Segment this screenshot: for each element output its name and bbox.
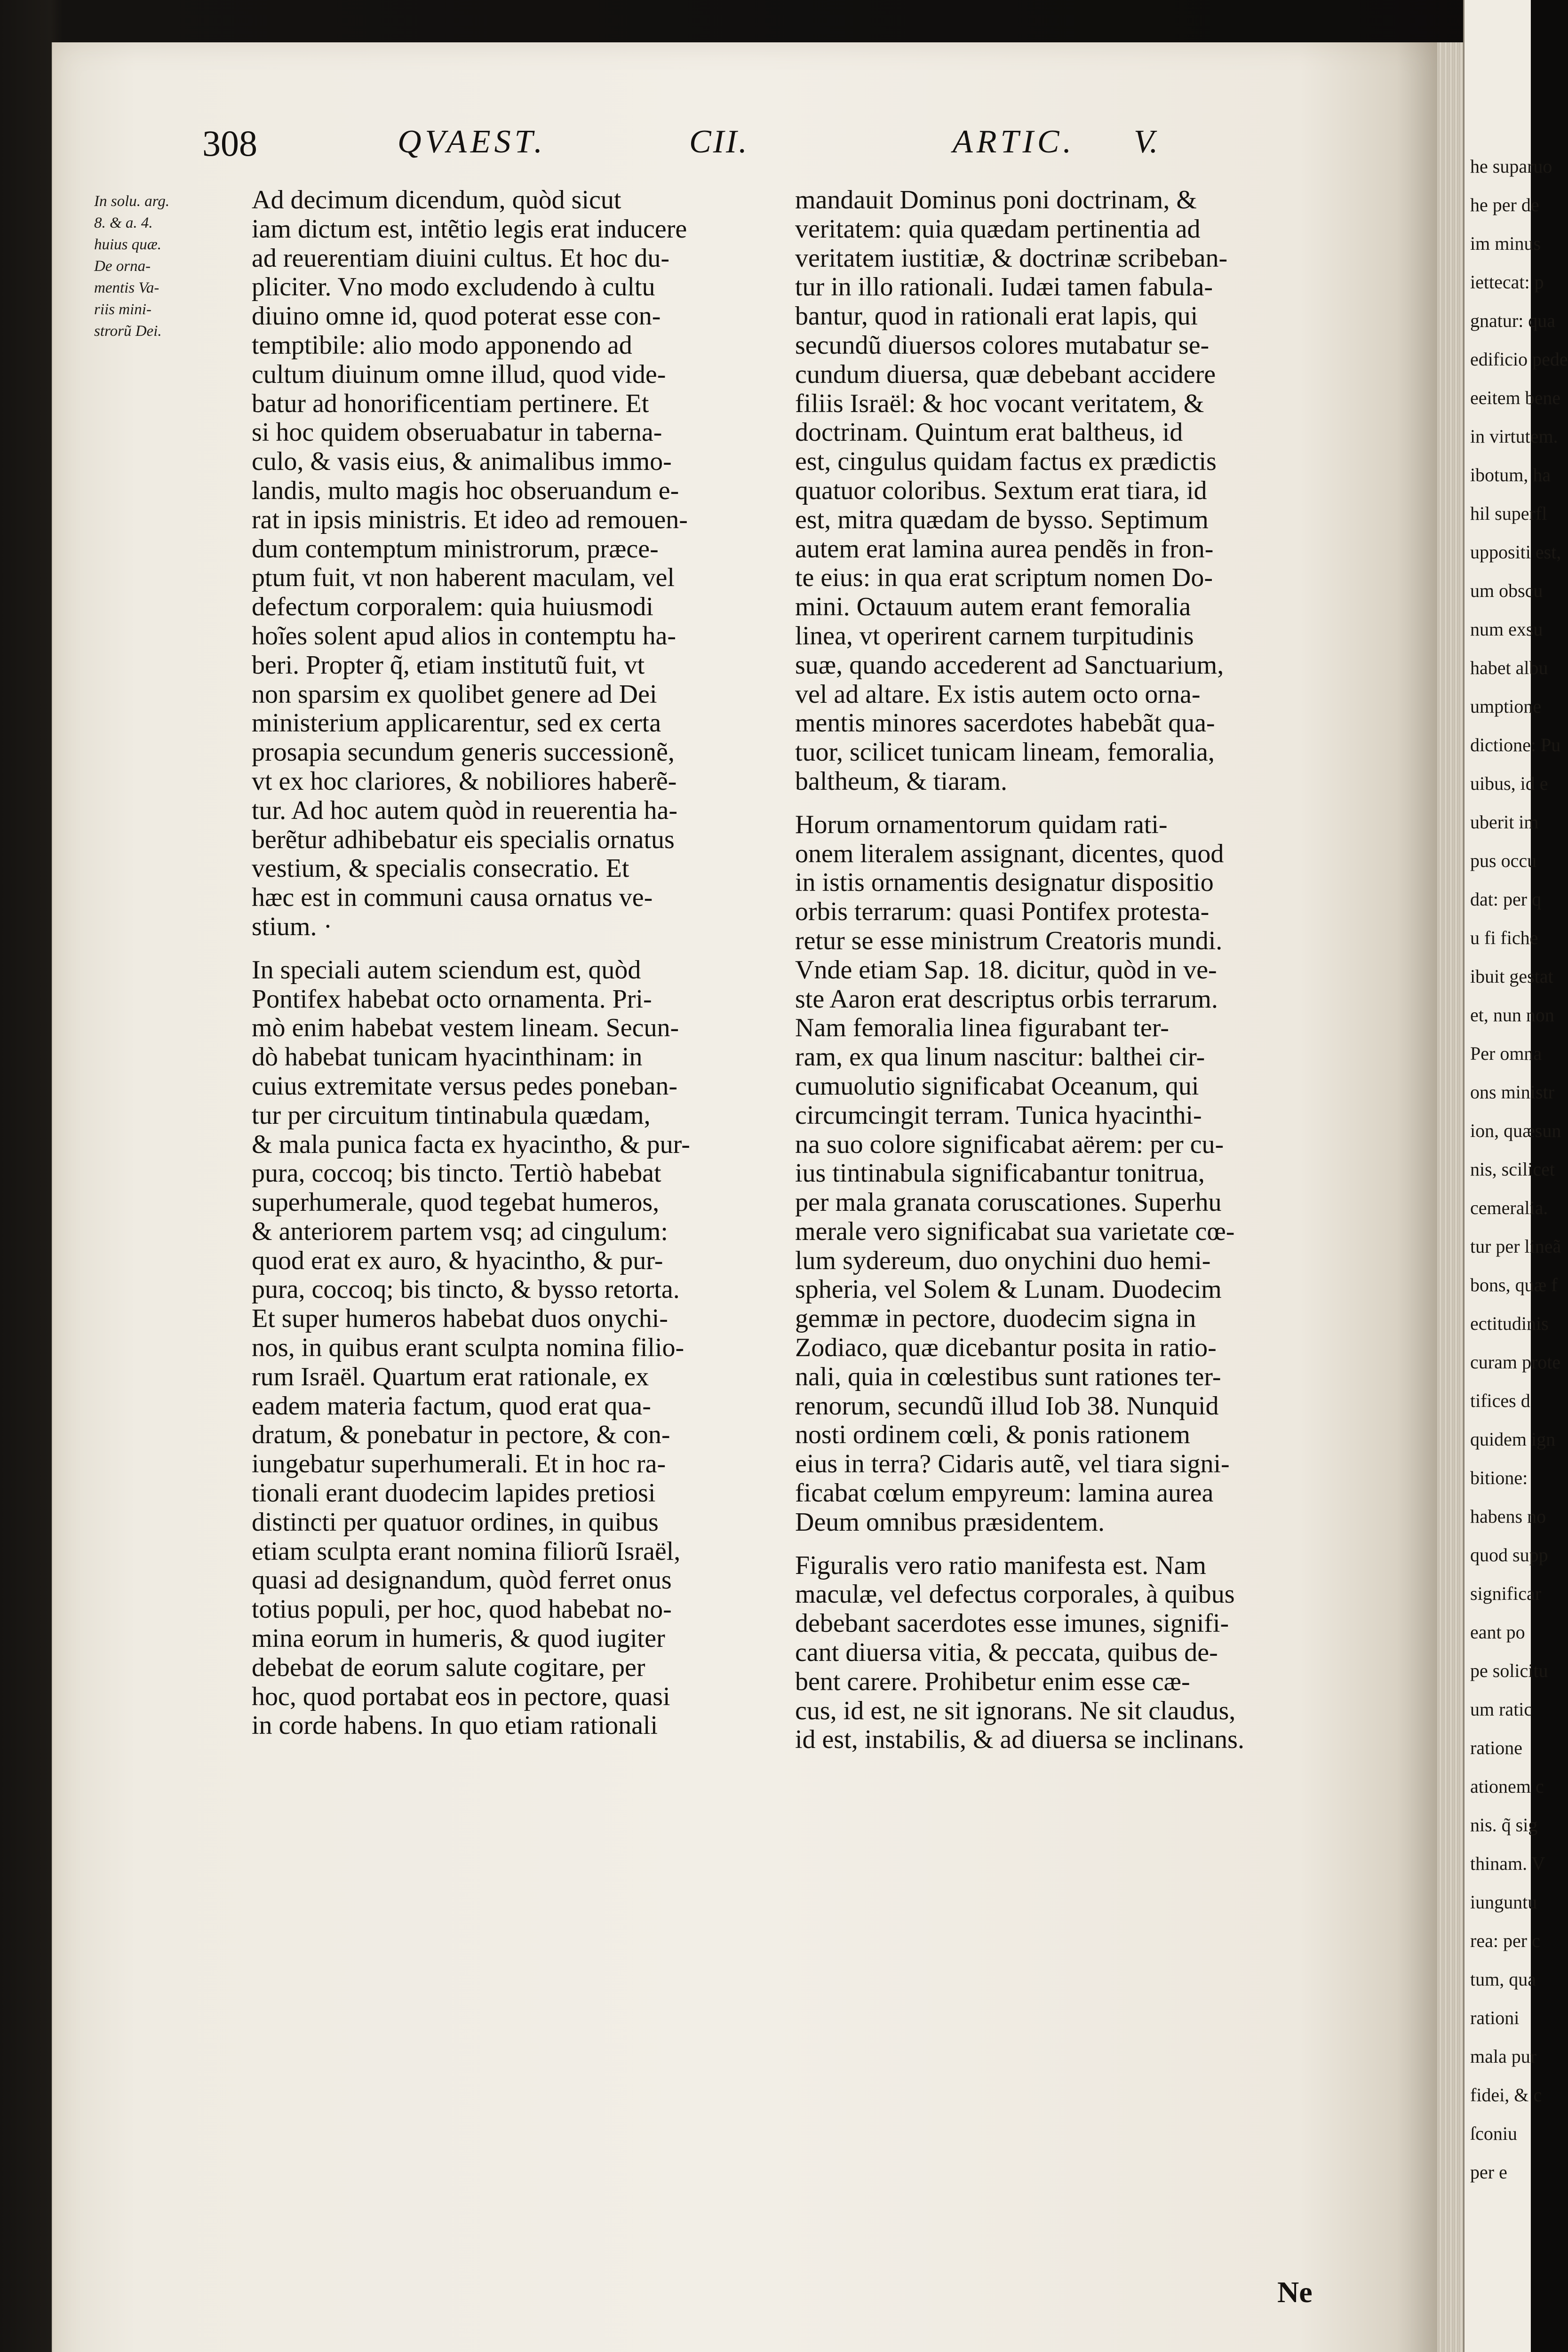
next-page-text-fragment: ibotum, ha — [1470, 464, 1551, 485]
text-line: rum Israël. Quartum erat rationale, ex — [252, 1362, 649, 1391]
text-line: cumuolutio significabat Oceanum, qui — [795, 1071, 1199, 1101]
text-line: non sparsim ex quolibet genere ad Dei — [252, 679, 657, 709]
next-page-text-fragment: dat: per q — [1470, 889, 1542, 910]
text-line: Figuralis vero ratio manifesta est. Nam — [795, 1550, 1206, 1580]
next-page-text-fragment: umptione — [1470, 696, 1542, 717]
article-label: ARTIC. — [953, 124, 1075, 160]
text-line: dò habebat tunicam hyacinthinam: in — [252, 1042, 643, 1072]
next-page-text-fragment: ons ministr — [1470, 1081, 1554, 1103]
text-line: etiam sculpta erant nomina filiorũ Israël, — [252, 1536, 681, 1566]
text-line: suæ, quando accederent ad Sanctuarium, — [795, 650, 1224, 680]
text-line: Deum omnibus præsidentem. — [795, 1507, 1105, 1537]
text-line: nos, in quibus erant sculpta nomina filio- — [252, 1333, 685, 1363]
next-page-text-fragment: bitione: — [1470, 1467, 1528, 1488]
next-page-text-fragment: iettecat: p — [1470, 271, 1544, 293]
text-line: na suo colore significabat aërem: per cu- — [795, 1129, 1224, 1159]
next-page-text-fragment: pus occu — [1470, 850, 1537, 871]
next-page-text-fragment: uppositi est, — [1470, 541, 1561, 563]
text-line: nali, quia in cœlestibus sunt rationes ter- — [795, 1362, 1221, 1391]
next-page-text-fragment: ion, quæsun — [1470, 1120, 1561, 1141]
text-line: Ad decimum dicendum, quòd sicut — [252, 185, 621, 215]
text-line: mò enim habebat vestem lineam. Secun- — [252, 1013, 679, 1043]
text-line: temptibile: alio modo apponendo ad — [252, 330, 632, 360]
next-page-text-fragment: ectitudinis — [1470, 1313, 1549, 1334]
next-page-text-fragment: bons, quæ f — [1470, 1274, 1558, 1295]
next-page-text-fragment: ationem c — [1470, 1776, 1544, 1797]
next-page-text-fragment: ſconiu — [1470, 2123, 1517, 2144]
text-line: iam dictum est, intẽtio legis erat inducere — [252, 214, 687, 244]
next-page-text-fragment: rea: per c — [1470, 1930, 1540, 1951]
text-line: culo, & vasis eius, & animalibus immo- — [252, 447, 672, 477]
text-line: ius tintinabula significabantur tonitrua, — [795, 1159, 1205, 1188]
text-line: vel ad altare. Ex istis autem octo orna- — [795, 679, 1201, 709]
text-line: totius populi, per hoc, quod habebat no- — [252, 1595, 672, 1624]
question-number: CII. — [689, 124, 749, 160]
text-line: dum contemptum ministrorum, præce- — [252, 534, 659, 564]
text-line: ficabat cœlum empyreum: lamina aurea — [795, 1478, 1214, 1508]
next-page-text-fragment: num exsu — [1470, 619, 1543, 640]
text-line: mandauit Dominus poni doctrinam, & — [795, 185, 1197, 215]
text-line: eius in terra? Cidaris autẽ, vel tiara signi- — [795, 1449, 1230, 1479]
next-page-strip — [1463, 0, 1568, 2352]
text-line: Pontifex habebat octo ornamenta. Pri- — [252, 984, 652, 1014]
text-line: superhumerale, quod tegebat humeros, — [252, 1188, 660, 1217]
next-page-text-fragment: tur per lineã — [1470, 1236, 1561, 1257]
text-line: merale vero significabat sua varietate cœ- — [795, 1216, 1235, 1246]
text-line: onem literalem assignant, dicentes, quod — [795, 839, 1224, 868]
text-line: id est, instabilis, & ad diuersa se inclinans. — [795, 1725, 1244, 1755]
next-page-text-fragment: edificio pede — [1470, 349, 1568, 370]
text-line: ste Aaron erat descriptus orbis terrarum. — [795, 984, 1218, 1014]
next-page-text-fragment: curam prote — [1470, 1351, 1561, 1373]
next-page-text-fragment: significar — [1470, 1583, 1542, 1604]
text-line: mentis minores sacerdotes habebãt qua- — [795, 708, 1215, 738]
text-line: baltheum, & tiaram. — [795, 766, 1007, 796]
next-page-text-fragment: et, nun non — [1470, 1004, 1554, 1025]
next-page-text-fragment: mala pur — [1470, 2046, 1537, 2067]
text-line: cus, id est, ne sit ignorans. Ne sit claudus, — [795, 1696, 1236, 1725]
margin-note-line: strorũ Dei. — [94, 323, 162, 340]
text-line: tur. Ad hoc autem quòd in reuerentia ha- — [252, 795, 678, 825]
next-page-text-fragment: u fi fiche — [1470, 927, 1538, 948]
text-line: si hoc quidem obseruabatur in taberna- — [252, 418, 662, 447]
article-number: V. — [1134, 124, 1158, 160]
text-line: renorum, secundũ illud Iob 38. Nunquid — [795, 1391, 1219, 1421]
text-line: vestium, & specialis consecratio. Et — [252, 854, 629, 883]
next-page-text-fragment: hil superfl — [1470, 503, 1547, 524]
margin-note-line: huius quæ. — [94, 236, 162, 253]
next-page-text-fragment: per e — [1470, 2161, 1507, 2183]
text-line: spheria, vel Solem & Lunam. Duodecim — [795, 1275, 1222, 1304]
text-line: hoĩes solent apud alios in contemptu ha- — [252, 621, 677, 651]
text-line: landis, multo magis hoc obseruandum e- — [252, 476, 679, 505]
text-line: stium. · — [252, 912, 333, 941]
text-line: gemmæ in pectore, duodecim signa in — [795, 1304, 1196, 1334]
next-page-text-fragment: um obscu — [1470, 580, 1543, 601]
text-line: mina eorum in humeris, & quod iugiter — [252, 1624, 665, 1653]
margin-note-line: 8. & a. 4. — [94, 215, 153, 231]
text-line: Horum ornamentorum quidam rati- — [795, 810, 1168, 839]
text-line: cuius extremitate versus pedes poneban- — [252, 1071, 678, 1101]
text-line: lum sydereum, duo onychini duo hemi- — [795, 1246, 1211, 1275]
text-line: & anteriorem partem vsq; ad cingulum: — [252, 1216, 668, 1246]
text-line: tur per circuitum tintinabula quædam, — [252, 1100, 651, 1130]
next-page-text-fragment: um ratic — [1470, 1699, 1533, 1720]
next-page-text-fragment: tum, qua — [1470, 1969, 1536, 1990]
text-line: linea, vt operirent carnem turpitudinis — [795, 621, 1194, 651]
text-line: cultum diuinum omne illud, quod vide- — [252, 359, 666, 389]
next-page-text-fragment: nis. q̃ sig — [1470, 1814, 1538, 1836]
text-line: dratum, & ponebatur in pectore, & con- — [252, 1420, 670, 1450]
next-page-text-fragment: he per de — [1470, 194, 1539, 215]
next-page-text-fragment: ibuit gestat — [1470, 966, 1553, 987]
next-page-text-fragment: quod supp — [1470, 1544, 1548, 1565]
text-line: doctrinam. Quintum erat baltheus, id — [795, 418, 1183, 447]
text-line: nosti ordinem cœli, & ponis rationem — [795, 1420, 1190, 1450]
text-line: bantur, quod in rationali erat lapis, qui — [795, 302, 1198, 331]
text-line: bent carere. Prohibetur enim esse cæ- — [795, 1667, 1190, 1696]
text-line: vt ex hoc clariores, & nobiliores haberẽ- — [252, 766, 677, 796]
next-page-text-fragment: im minus — [1470, 233, 1541, 254]
text-line: hæc est in communi causa ornatus ve- — [252, 883, 653, 913]
next-page-text-fragment: gnatur: qua — [1470, 310, 1556, 331]
text-line: mini. Octauum autem erant femoralia — [795, 592, 1191, 622]
text-line: rat in ipsis ministris. Et ideo ad remouen- — [252, 505, 688, 534]
text-line: pura, coccoq; bis tincto, & bysso retorta. — [252, 1275, 680, 1304]
text-line: cundum diuersa, quæ debebant accidere — [795, 359, 1216, 389]
text-line: Zodiaco, quæ dicebantur posita in ratio- — [795, 1333, 1217, 1363]
next-page-text-fragment: eant po — [1470, 1621, 1525, 1643]
text-line: Et super humeros habebat duos onychi- — [252, 1304, 668, 1334]
text-line: pliciter. Vno modo excludendo à cultu — [252, 272, 655, 302]
text-line: quod erat ex auro, & hyacintho, & pur- — [252, 1246, 663, 1275]
text-line: autem erat lamina aurea pendẽs in fron- — [795, 534, 1214, 564]
text-line: quasi ad designandum, quòd ferret onus — [252, 1565, 672, 1595]
text-line: defectum corporalem: quia huiusmodi — [252, 592, 653, 622]
margin-note-line: riis mini- — [94, 301, 151, 318]
next-page-text-fragment: quidem ign — [1470, 1429, 1556, 1450]
text-line: tuor, scilicet tunicam lineam, femoralia, — [795, 738, 1215, 767]
text-line: filiis Israël: & hoc vocant veritatem, & — [795, 389, 1204, 418]
text-line: eadem materia factum, quod erat qua- — [252, 1391, 651, 1421]
text-column-left — [252, 186, 741, 1740]
margin-note-line: De orna- — [94, 258, 151, 275]
text-line: ad reuerentiam diuini cultus. Et hoc du- — [252, 243, 669, 273]
next-page-text-fragment: Per omna — [1470, 1043, 1542, 1064]
next-page-text-fragment: dictione: Pu — [1470, 734, 1561, 755]
text-line: beri. Propter q̃, etiam institutũ fuit, vt — [252, 650, 645, 680]
text-line: veritatem iustitiæ, & doctrinæ scribeban- — [795, 243, 1228, 273]
text-line: iungebatur superhumerali. Et in hoc ra- — [252, 1449, 666, 1479]
text-line: hoc, quod portabat eos in pectore, quasi — [252, 1682, 670, 1711]
next-page-text-fragment: nis, scilicet — [1470, 1159, 1555, 1180]
next-page-text-fragment: in virtutem. — [1470, 426, 1558, 447]
margin-note — [94, 191, 249, 342]
text-line: prosapia secundum generis successionẽ, — [252, 738, 675, 767]
text-line: est, cingulus quidam factus ex prædictis — [795, 447, 1217, 477]
next-page-text-fragment: rationi — [1470, 2007, 1520, 2028]
text-line: ram, ex qua linum nascitur: balthei cir- — [795, 1042, 1205, 1072]
next-page-text-fragment: thinam. V — [1470, 1853, 1545, 1874]
text-line: maculæ, vel defectus corporales, à quibus — [795, 1580, 1235, 1609]
text-line: distincti per quatuor ordines, in quibus — [252, 1507, 659, 1537]
text-line: pura, coccoq; bis tincto. Tertiò habebat — [252, 1159, 661, 1188]
next-page-text-fragment: ratione — [1470, 1737, 1523, 1758]
text-line: berẽtur adhibebatur eis specialis ornatus — [252, 825, 675, 854]
text-line: diuino omne id, quod poterat esse con- — [252, 302, 661, 331]
next-page-text-fragment: cemeralia. — [1470, 1197, 1548, 1218]
margin-note-line: In solu. arg. — [94, 193, 170, 210]
next-page-text-fragment: fidei, & c — [1470, 2084, 1542, 2106]
text-column-right — [795, 186, 1284, 1755]
text-line: secundũ diuersos colores mutabatur se- — [795, 330, 1210, 360]
text-line: quatuor coloribus. Sextum erat tiara, id — [795, 476, 1207, 505]
next-page-text-fragment: habens no — [1470, 1506, 1546, 1527]
text-line: per mala granata coruscationes. Superhu — [795, 1188, 1222, 1217]
page-edges — [1437, 42, 1463, 2352]
text-line: orbis terrarum: quasi Pontifex protesta- — [795, 897, 1210, 927]
text-line: retur se esse ministrum Creatoris mundi. — [795, 926, 1223, 955]
next-page-text-fragment: he suparuo — [1470, 156, 1552, 177]
text-line: Nam femoralia linea figurabant ter- — [795, 1013, 1169, 1043]
text-line: circumcingit terram. Tunica hyacinthi- — [795, 1100, 1202, 1130]
text-line: veritatem: quia quædam pertinentia ad — [795, 214, 1201, 244]
page-number: 308 — [202, 123, 257, 164]
text-line: tur in illo rationali. Iudæi tamen fabula- — [795, 272, 1213, 302]
next-page-text-fragment: habet albu — [1470, 657, 1548, 678]
text-line: tionali erant duodecim lapides pretiosi — [252, 1478, 656, 1508]
text-line: in corde habens. In quo etiam rationali — [252, 1711, 658, 1740]
text-line: cant diuersa vitia, & peccata, quibus de- — [795, 1638, 1218, 1668]
next-page-text-fragment: uberit im — [1470, 811, 1539, 833]
text-line: & mala punica facta ex hyacintho, & pur- — [252, 1129, 690, 1159]
next-page-text-fragment: tifices d — [1470, 1390, 1530, 1411]
text-line: est, mitra quædam de bysso. Septimum — [795, 505, 1209, 534]
text-line: ministerium applicarentur, sed ex certa — [252, 708, 661, 738]
text-line: batur ad honorificentiam pertinere. Et — [252, 389, 649, 418]
text-line: ptum fuit, vt non haberent maculam, vel — [252, 563, 675, 593]
next-page-text-fragment: uibus, id e — [1470, 773, 1548, 794]
text-line: te eius: in qua erat scriptum nomen Do- — [795, 563, 1213, 593]
next-page-text-fragment: iunguntu — [1470, 1891, 1537, 1913]
text-line: debebat de eorum salute cogitare, per — [252, 1653, 645, 1682]
text-line: in istis ornamentis designatur dispositio — [795, 868, 1214, 898]
question-label: QVAEST. — [398, 124, 546, 160]
next-page-text-fragment: pe solicitu — [1470, 1660, 1548, 1681]
next-page-text-fragment: eeitem bene — [1470, 387, 1561, 408]
text-line: In speciali autem sciendum est, quòd — [252, 955, 641, 985]
catchword: Ne — [1277, 2275, 1313, 2309]
margin-note-line: mentis Va- — [94, 279, 159, 296]
text-line: debebant sacerdotes esse imunes, signifi- — [795, 1609, 1229, 1638]
text-line: Vnde etiam Sap. 18. dicitur, quòd in ve- — [795, 955, 1217, 985]
